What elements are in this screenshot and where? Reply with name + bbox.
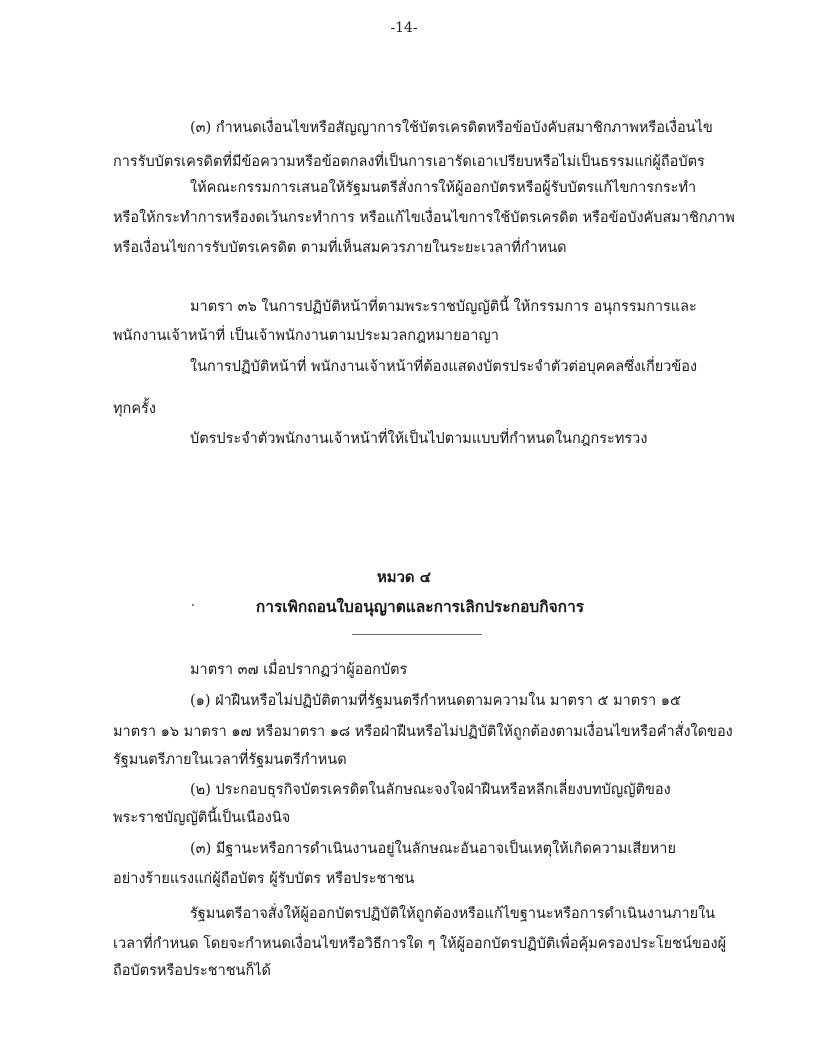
section-37-line: มาตรา ๓๗ เมื่อปรากฏว่าผู้ออกบัตร — [190, 662, 408, 678]
chapter-number: หมวด ๔ — [377, 568, 431, 586]
paragraph-line: ทุกครั้ง — [113, 401, 156, 417]
scan-speck — [192, 604, 194, 606]
paragraph-line: ให้คณะกรรมการเสนอให้รัฐมนตรีสั่งการให้ผู้ออกบัตรหรือผู้รับบัตรแก้ไขการกระทำ — [190, 180, 697, 196]
paragraph-line: หรือให้กระทำการหรืองดเว้นกระทำการ หรือแก้ไขเงื่อนไขการใช้บัตรเครดิต หรือข้อบังคับสมาชิกภาพ — [113, 210, 735, 226]
paragraph-line: ถือบัตรหรือประชาชนก็ได้ — [113, 963, 271, 979]
paragraph-line: มาตรา ๑๖ มาตรา ๑๗ หรือมาตรา ๑๘ หรือฝ่าฝืนหรือไม่ปฏิบัติให้ถูกต้องตามเงื่อนไขหรือคำสั่งใดของ — [113, 724, 733, 740]
page-number: -14- — [390, 20, 418, 36]
chapter-title: การเพิกถอนใบอนุญาตและการเลิกประกอบกิจการ — [255, 597, 585, 616]
chapter-divider — [352, 634, 482, 635]
paragraph-line: พระราชบัญญัตินี้เป็นเนืองนิจ — [113, 810, 291, 826]
paragraph-line: (๓) มีฐานะหรือการดำเนินงานอยู่ในลักษณะอันอาจเป็นเหตุให้เกิดความเสียหาย — [190, 841, 676, 857]
paragraph-line: (๒) ประกอบธุรกิจบัตรเครดิตในลักษณะจงใจฝ่าฝืนหรือหลีกเลี่ยงบทบัญญัติของ — [190, 782, 671, 798]
paragraph-line: รัฐมนตรีอาจสั่งให้ผู้ออกบัตรปฏิบัติให้ถูกต้องหรือแก้ไขฐานะหรือการดำเนินงานภายใน — [190, 906, 716, 922]
section-36-line: มาตรา ๓๖ ในการปฏิบัติหน้าที่ตามพระราชบัญญัตินี้ ให้กรรมการ อนุกรรมการและ — [190, 299, 697, 315]
paragraph-line: บัตรประจำตัวพนักงานเจ้าหน้าที่ให้เป็นไปตามแบบที่กำหนดในกฎกระทรวง — [190, 431, 648, 447]
paragraph-line: รัฐมนตรีภายในเวลาที่รัฐมนตรีกำหนด — [113, 752, 347, 768]
paragraph-line: เวลาที่กำหนด โดยจะกำหนดเงื่อนไขหรือวิธีการใด ๆ ให้ผู้ออกบัตรปฏิบัติเพื่อคุ้มครองประโยชน์ของผู้ — [113, 936, 727, 952]
paragraph-line: การรับบัตรเครดิตที่มีข้อความหรือข้อตกลงที่เป็นการเอารัดเอาเปรียบหรือไม่เป็นธรรมแก่ผู้ถือบัตร — [113, 154, 705, 170]
paragraph-line: (๑) ฝ่าฝืนหรือไม่ปฏิบัติตามที่รัฐมนตรีกำหนดตามความใน มาตรา ๕ มาตรา ๑๕ — [190, 693, 681, 709]
paragraph-line: หรือเงื่อนไขการรับบัตรเครดิต ตามที่เห็นสมควรภายในระยะเวลาที่กำหนด — [113, 240, 567, 256]
paragraph-line: ในการปฏิบัติหน้าที่ พนักงานเจ้าหน้าที่ต้องแสดงบัตรประจำตัวต่อบุคคลซึ่งเกี่ยวข้อง — [190, 359, 698, 375]
paragraph-line: พนักงานเจ้าหน้าที่ เป็นเจ้าพนักงานตามประมวลกฎหมายอาญา — [113, 328, 499, 344]
paragraph-line: (๓) กำหนดเงื่อนไขหรือสัญญาการใช้บัตรเครดิตหรือข้อบังคับสมาชิกภาพหรือเงื่อนไข — [190, 120, 713, 136]
paragraph-line: อย่างร้ายแรงแก่ผู้ถือบัตร ผู้รับบัตร หรือประชาชน — [113, 871, 415, 887]
